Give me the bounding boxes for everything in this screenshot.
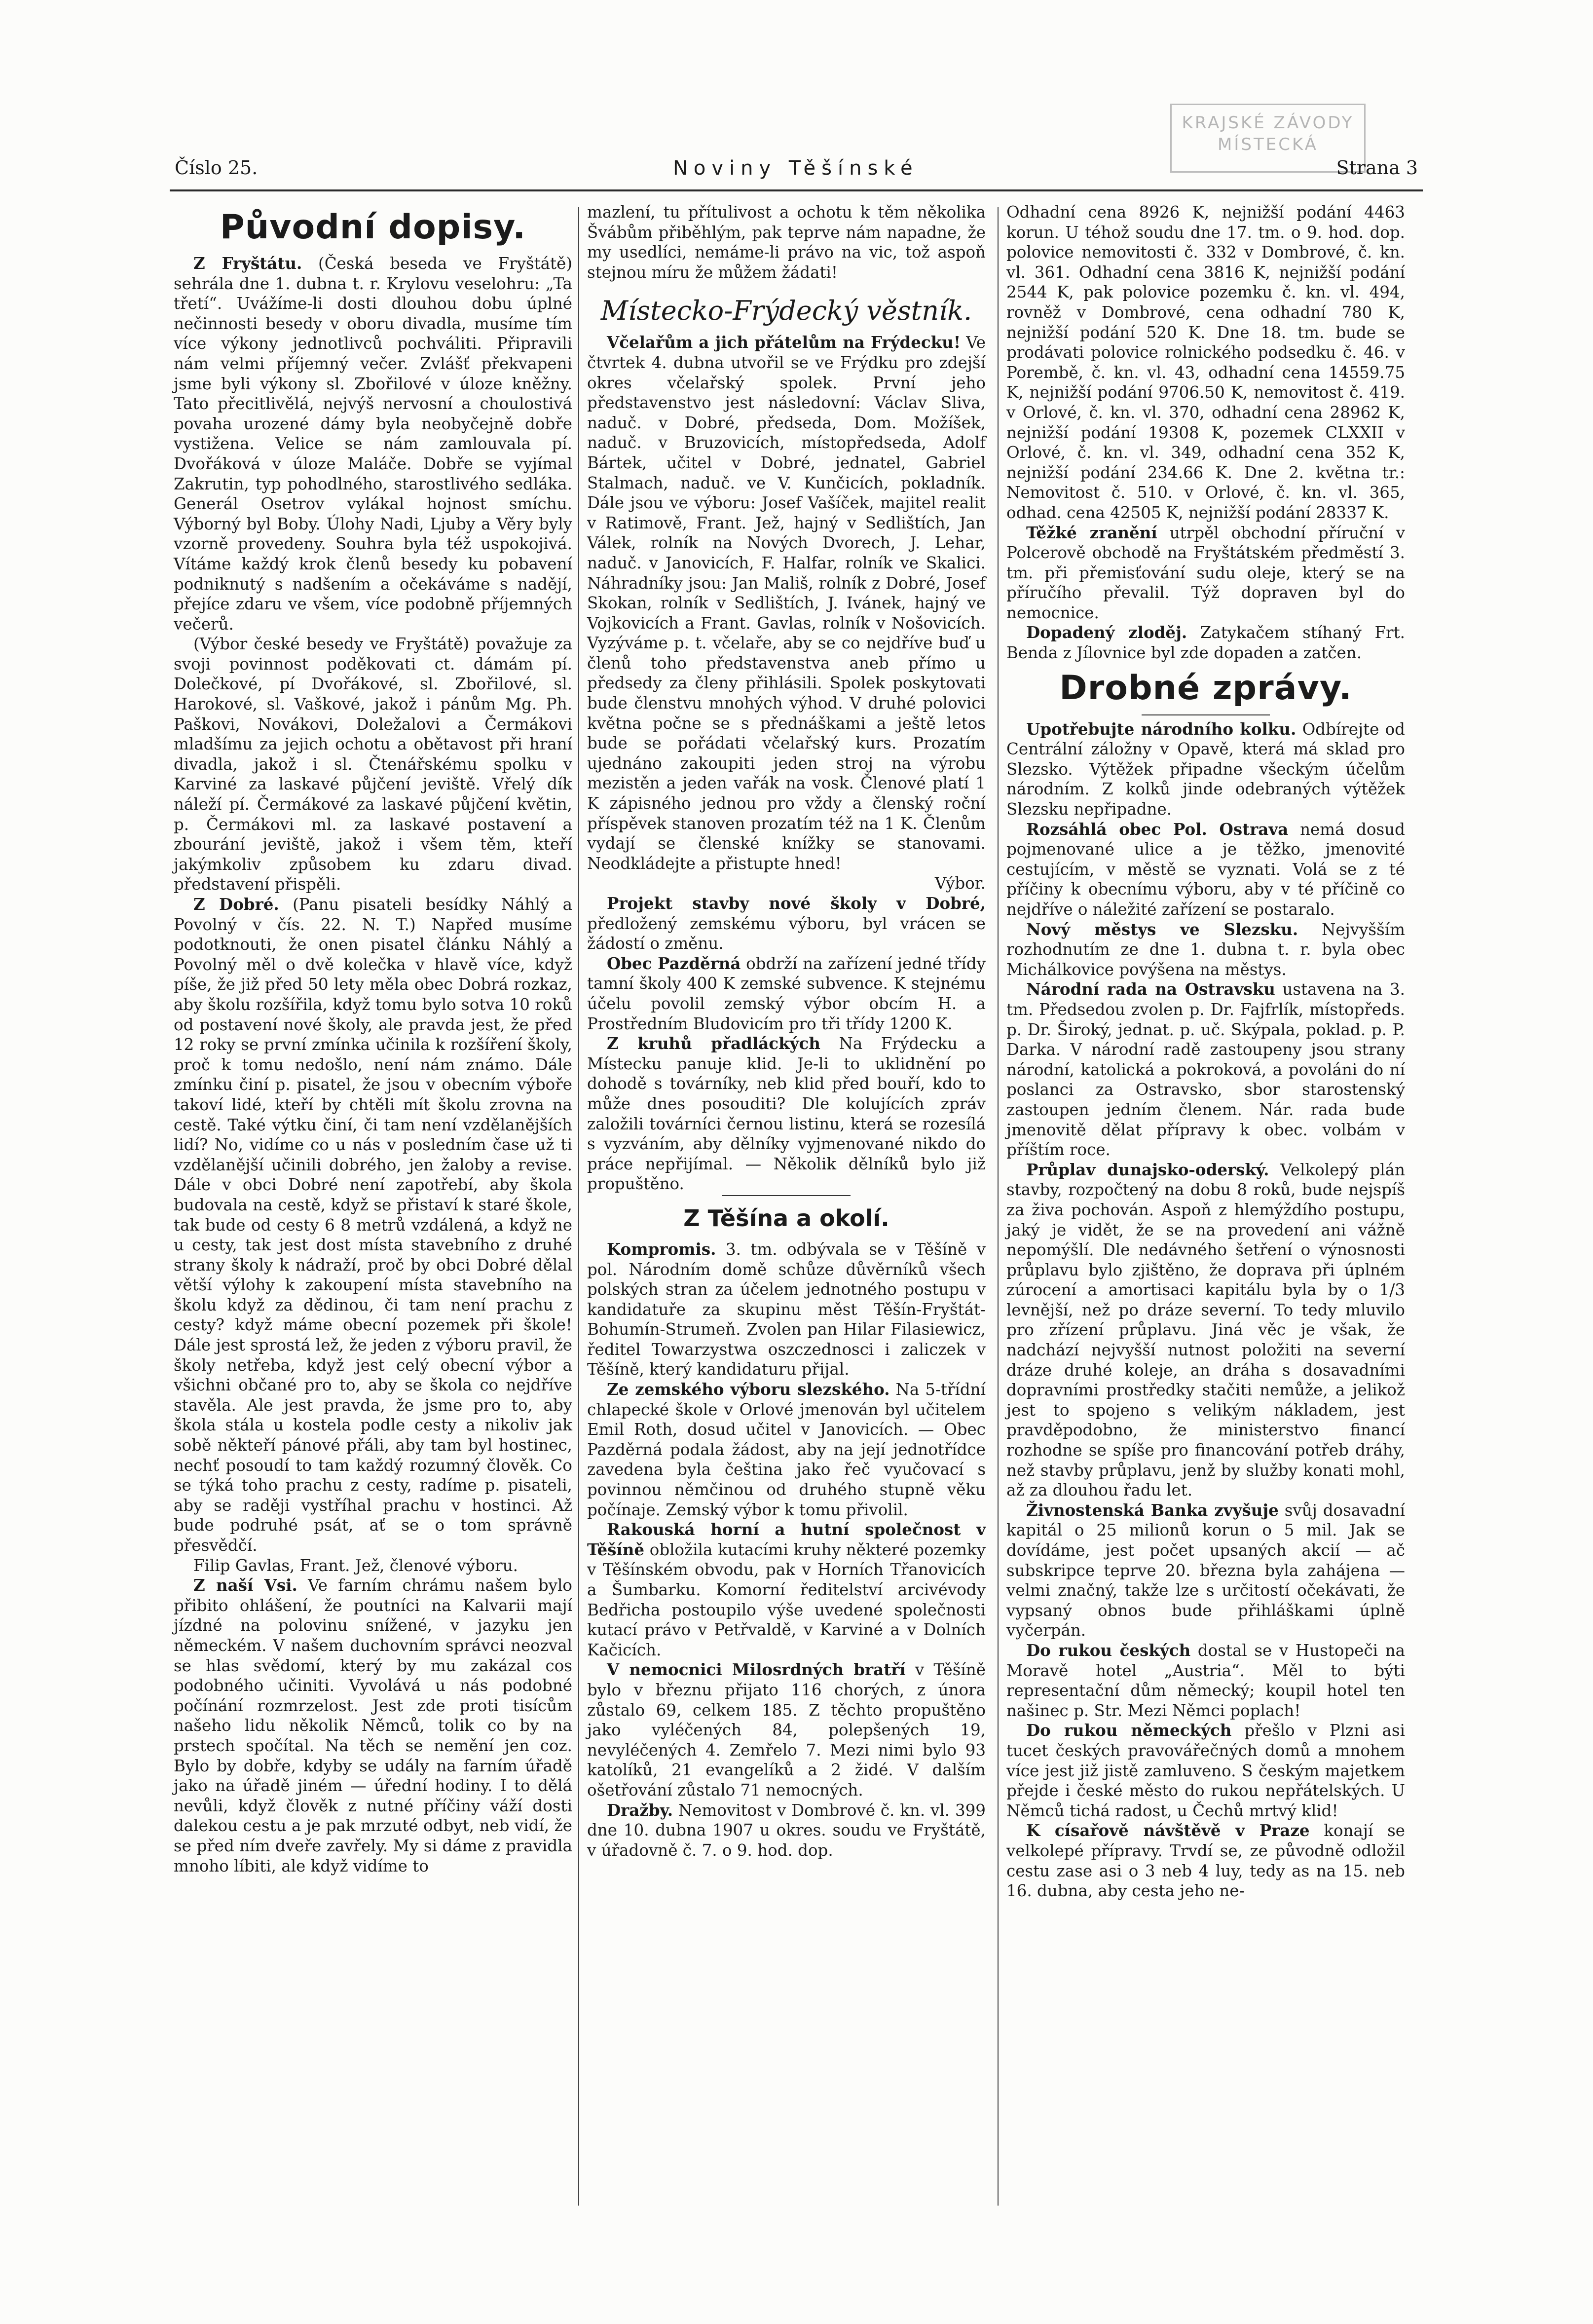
article-text: Nemovitost v Dombrové č. kn. vl. 399 dne 10. dubna 1907 u okres. soudu ve Fryštátě, v úřadovně č. 7. o 9. hod. dop. <box>587 1800 986 1860</box>
article-heading: Obec Pazděrná <box>607 953 741 973</box>
article-banka <box>1006 1500 1405 1641</box>
article-heading: Kompromis. <box>607 1239 716 1259</box>
article-heading: Rozsáhlá obec Pol. Ostrava <box>1026 819 1289 839</box>
issue-number: Číslo 25. <box>175 157 258 179</box>
article-text: (Panu pisateli besídky Náhlý a Povolný v čís. 22. N. T.) Napřed musíme podotknouti, že onen pisatel článku Náhlý a Povolný měl o dvě kolečka v hlavě více, když píše, že již před 50 lety měla obec Dobrá rozkaz, aby školu rozšířila, když tomu bylo sotva 10 roků od postavení nové školy, ale pravda jest, že před 12 roky se první zmínka učinila k rozšíření školy, proč k tomu nedošlo, není nám známo. Dále zmínku činí p. pisatel, že jsou v obecním výboře takoví lidé, kteří by chtěli mít školu zrovna na cestě. Také výtku činí, či tam není vzdělanějších lidí? No, vidíme co u nás v posledním čase už ti vzdělanější učinili dobrého, jen žaloby a revise. Dále v obci Dobré není zapotřebí, aby škola budovala na cestě, když se přistaví k staré škole, tak bude od cesty 6 8 metrů vzdálená, a když ne u cesty, tak jest dost místa stavebního z druhé strany školy k nádraží, proč by obci Dobré dělal větší výlohy k zakoupení místa stavebního na školu když za dědinou, či tam není prachu z cesty? když máme obecní pozemek při škole! Dále jest sprostá lež, že jeden z výboru pravil, že školy netřeba, když jest celý obecní výbor a všichni občané pro to, aby se škola co nejdříve stavěla. Ale jest pravda, že jsme pro to, aby škola stála u kostela podle cesty a nikoliv jak sobě někteří pánové přáli, aby tam byl hostinec, nechť posoudí to tam každý rozumný člověk. Co se týká toho prachu z cesty, radíme p. pisateli, aby se raději vystříhal prachu v hostinci. Až bude podruhé psát, ať se o tom správně přesvědčí. <box>174 895 572 1555</box>
article-rakouska <box>587 1520 986 1660</box>
column-3 <box>1006 202 1405 1901</box>
article-drazby <box>587 1800 986 1861</box>
article-heading: Národní rada na Ostravsku <box>1026 979 1275 999</box>
article-text: utrpěl obchodní příruční v Polcerově obchodě na Fryštátském předměstí 3. tm. při přemisťování sudu oleje, který se na příručího převalil. Týž dopraven byl do nemocnice. <box>1006 523 1405 622</box>
article-heading: Z Dobré. <box>193 895 279 914</box>
column-2 <box>587 202 986 1860</box>
section-title: Drobné zprávy. <box>1059 668 1352 708</box>
article-text: (Výbor české besedy ve Fryštátě) považuje za svoji povinnost poděkovati ct. dámám pí. Dolečkové, pí Dvořákové, sl. Zbořilové, sl. Harokové, sl. Vaškové, jakož i pánům Mg. Ph. Paškovi, Novákovi, Doležalovi a Čermákovi mladšímu za jejich ochotu a obětavost při hraní divadla, jakož i sl. Čtenářskému spolku v Karviné za laskavé půjčení jeviště. Vřelý dík náleží pí. Čermákové za laskavé půjčení květin, p. Čermákovi ml. za laskavé postavení a zbourání jeviště, jakož i všem těm, kteří jakýmkoliv způsobem ku zdaru divad. představení přispěli. <box>174 635 572 894</box>
article-pazderna <box>587 954 986 1034</box>
article-vcelari <box>587 333 986 873</box>
article-heading: Z naší Vsi. <box>193 1575 297 1595</box>
article-text: (Česká beseda ve Fryštátě) sehrála dne 1. dubna t. r. Krylovu veselohru: „Ta třetí“. Uvážíme-li dosti dlouhou dobu úplné nečinnosti besedy v oboru divadla, musíme tím více výkony jednotlivců pochváliti. Připravili nám velmi příjemný večer. Zvlášť překvapeni jsme byli výkony sl. Zbořilové v úloze kněžny. Tato přecitlivělá, nejvýš nervosní a choulostivá povaha urozené dámy byla neobyčejně dobře vystižena. Velice se nám zamlouvala pí. Dvořáková v úloze Maláče. Dobře se vyjímal Zakrutin, typ pohodlného, starostlivého sedláka. Generál Osetrov vylákal hojnost smíchu. Výborný byl Boby. Úlohy Nadi, Ljuby a Věry byly vzorně provedeny. Souhra byla též uspokojivá. Vítáme každý krok členů besedy ku pobavení podniknutý s nadšením a očekáváme s nadějí, přejíce zdaru ve všem, více podobně příjemných večerů. <box>174 254 572 634</box>
article-heading: Z kruhů přadláckých <box>607 1034 820 1053</box>
article-text: Zatykačem stíhaný Frt. Benda z Jílovnice byl zde dopaden a zatčen. <box>1006 623 1405 663</box>
article-heading: K císařově návštěvě v Praze <box>1026 1821 1310 1840</box>
article-ostrava <box>1006 820 1405 920</box>
article-text: Ve farním chrámu našem bylo přibito ohlášení, že poutníci na Kalvarii mají jízdné na polovinu snížené, v jazyku jen německém. V našem duchovním správci neozval se hlas svědomí, který by mu zakázal cos podobného učiniti. Vyvolává u nás podobné počínání rozmrzelost. Jest zde proti tisícům našeho lidu několik Němců, tolik co by na prstech spočítal. Na těch se nemění jen coz. Bylo by dobře, kdyby se udály na farním úřadě jako na úřadě jiném — úřední hodiny. I to dělá nevůli, když člověk z nutné příčiny váží dosti dalekou cestu a je pak mrzuté odbyt, neb vidí, že se před ním dveře zavřely. My si dáme z pravidla mnoho líbiti, ale když vidíme to <box>174 1576 572 1875</box>
header-rule <box>170 189 1423 191</box>
article-heading: Projekt stavby nové školy v Dobré, <box>607 894 986 913</box>
section-divider <box>1142 714 1270 715</box>
article-kompromis <box>587 1239 986 1380</box>
article-text: 3. tm. odbývala se v Těšíně v pol. Národním domě schůze důvěrníků všech polských stran za účelem jednotného postupu v kandidatuře za skupinu měst Těšín-Fryštát-Bohumín-Strumeň. Zvolen pan Hilar Filasiewicz, ředitel Towarzystwa oszczednosci i zaliczek v Těšíně, který kandidaturu přijal. <box>587 1239 986 1379</box>
article-heading: Rakouská horní a hutní společnost v Těšíně <box>587 1520 986 1559</box>
page-number: Strana 3 <box>1336 157 1418 179</box>
stamp-line-1: KRAJSKÉ ZÁVODY <box>1182 113 1354 133</box>
article-heading: Živnostenská Banka zvyšuje <box>1026 1500 1279 1520</box>
article-text: předložený zemskému výboru, byl vrácen se žádostí o změnu. <box>587 914 986 953</box>
article-text: ustavena na 3. tm. Předsedou zvolen p. Dr. Fajfrlík, místopředs. p. Dr. Široký, jednat. p. uč. Skýpala, poklad. p. P. Darka. V národní radě zastoupeny jsou strany národní, katolická a pokroková, a povoláni do ní poslanci za Ostravsko, sbor starostenský zastoupen jedním členem. Nár. rada bude jmenovitě dělat přípravy k obec. volbám v příštím roce. <box>1006 980 1405 1160</box>
article-continuation: Odhadní cena 8926 K, nejnižší podání 4463 korun. U téhož soudu dne 17. tm. o 9. hod. dop. polovice nemovitosti č. 332 v Dombrové, č. kn. vl. 361. Odhadní cena 3816 K, nejnižší podání 2544 K, pak polovice pozemku č. kn. vl. 494, rovněž v Dombrové, cena odhadní 780 K, nejnižší podání 520 K. Dne 18. tm. bude se prodávati polovice rolnického podsedku č. 46. v Porembě, č. kn. vl. 43, odhadní cena 14559.75 K, nejnižší podání 9706.50 K, nemovitost č. 419. v Orlové, č. kn. vl. 370, odhadní cena 28962 K, nejnižší podání 19308 K, pozemek CLXXII v Orlové, č. kn. vl. 349, odhadní cena 352 K, nejnižší podání 234.66 K. Dne 2. května tr.: Nemovitost č. 510. v Orlové, č. kn. vl. 365, odhad. cena 42505 K, nejnižší podání 28337 K. <box>1006 203 1405 522</box>
article-nemocnice <box>587 1660 986 1800</box>
article-cisar <box>1006 1821 1405 1901</box>
newspaper-title: Noviny Těšínské <box>673 157 919 180</box>
article-zemsky <box>587 1380 986 1520</box>
column-divider <box>578 207 579 2206</box>
article-signature: Výbor. <box>934 874 986 893</box>
article-text: konají se velkolepé přípravy. Trvdí se, ze původně odložil cestu zase asi o 3 neb 4 luy, tedy as na 15. neb 16. dubna, aby cesta jeho ne- <box>1006 1821 1405 1901</box>
article-rada <box>1006 979 1405 1160</box>
article-text: Nejvyšším rozhodnutím ze dne 1. dubna t. r. byla obec Michálkovice povýšena na městys. <box>1006 920 1405 979</box>
article-continuation: mazlení, tu přítulivost a ochotu k těm několika Švábům přiběhlým, pak teprve nám napadne, že my usedlíci, nemáme-li právo na vic, tož aspoň stejnou míru že můžem žádati! <box>587 203 986 282</box>
section-title: Místecko-Frýdecký věstník. <box>600 295 972 327</box>
article-zraneni <box>1006 523 1405 623</box>
article-heading: Do rukou německých <box>1026 1721 1232 1740</box>
section-title: Z Těšína a okolí. <box>683 1204 889 1232</box>
article-heading: Z Fryštátu. <box>193 254 302 273</box>
page-header <box>175 157 1418 187</box>
article-zlodej <box>1006 623 1405 663</box>
article-pruplav <box>1006 1160 1405 1500</box>
article-heading: Upotřebujte národního kolku. <box>1026 719 1297 739</box>
article-heading: Do rukou českých <box>1026 1640 1191 1660</box>
article-heading: V nemocnici Milosrdných bratří <box>607 1660 906 1680</box>
article-heading: Dražby. <box>607 1800 673 1820</box>
article-text: dostal se v Hustopeči na Moravě hotel „Austria“. Měl to býti representační dům německý; koupil hotel ten našinec p. Str. Mezi Němci poplach! <box>1006 1641 1405 1720</box>
article-heading: Ze zemského výboru slezského. <box>607 1380 890 1399</box>
article-text: nemá dosud pojmenované ulice a je těžko, jmenovité cestujícím, v městě se vyznati. Volá se z té příčiny k obecnímu výboru, aby v té příčině co nejdříve o náležité zařízení se postaralo. <box>1006 820 1405 919</box>
article-text: svůj dosavadní kapitál o 25 milionů korun o 5 mil. Jak se dovídáme, jest počet upsaných akcií — ač subskripce teprve 20. března byla zahájena — velmi značný, takže lze s určitostí očekávati, že vypsaný obnos bude přihláškami úplně vyčerpán. <box>1006 1500 1405 1640</box>
article-text: přešlo v Plzni asi tucet českých pravovářečných domů a mnohem více jest již jistě zamluveno. S českým majetkem přejde i české město do rukou nepřátelských. U Němců tichá radost, u Čechů mrtvý klid! <box>1006 1721 1405 1820</box>
column-divider <box>998 207 999 2206</box>
article-nemeckych <box>1006 1721 1405 1821</box>
column-1 <box>174 202 572 1876</box>
article-text: Na Frýdecku a Místecku panuje klid. Je-li to uklidnění po dohodě s továrníky, neb klid před bouří, kdo to může dnes posouditi? Dle kolujících zpráv založili továrníci černou listinu, která se rozesílá s vyzváním, aby dělníky vyjmenované nikdo do práce nepřijímal. — Několik dělníků bylo již propuštěno. <box>587 1034 986 1194</box>
article-text: obložila kutacími kruhy některé pozemky v Těšínském obvodu, pak v Horních Třanovicích a Šumbarku. Komorní ředitelství arcivévody Bedřicha postoupilo výše uvedené společnosti kutací právo v Petřvaldě, v Karviné a v Dolních Kačicích. <box>587 1540 986 1659</box>
stamp-line-2: MÍSTECKÁ <box>1218 135 1318 154</box>
section-divider <box>722 1195 851 1196</box>
article-text: Ve čtvrtek 4. dubna utvořil se ve Frýdku pro zdejší okres včelařský spolek. První jeho představenstvo jest následovní: Václav Sliva, naduč. v Dobré, předseda, Dom. Možíšek, naduč. v Bruzovicích, místopředseda, Adolf Bártek, učitel v Dobré, jednatel, Gabriel Stalmach, naduč. ve V. Kunčicích, pokladník. Dále jsou ve výboru: Josef Vašíček, majitel realit v Ratimově, Frant. Jež, hajný v Sedlištích, Jan Válek, rolník na Nových Dvorech, J. Lehar, naduč. v Janovicích, F. Halfar, rolník ve Skalici. Náhradníky jsou: Jan Mališ, rolník z Dobré, Josef Skokan, rolník v Sedlištích, J. Ivánek, hajný ve Vojkovicích a Frant. Gavlas, rolník v Nošovicích. Vyzýváme p. t. včelaře, aby se co nejdříve buď u členů toho představenstva aneb přímo u předsedy za členy přihlásili. Spolek poskytovati bude členstvu mnohých výhod. V druhé polovici května počne se s přednáškami a ještě letos bude se pořádati včelařský kurs. Prozatím ujednáno zakoupiti jeden stroj na výrobu mezistěn a jeden vařák na vosk. Členové platí 1 K zápisného jednou pro vždy a členský roční příspěvek stanoven prozatím též na 1 K. Členům vydají se členské knížky se stanovami. Neodkládejte a přistupte hned! <box>587 333 986 873</box>
article-ves <box>174 1575 572 1876</box>
article-heading: Průplav dunajsko-oderský. <box>1026 1160 1269 1179</box>
article-ceskych <box>1006 1641 1405 1721</box>
article-heading: Těžké zranění <box>1026 523 1157 542</box>
article-text: Na 5-třídní chlapecké škole v Orlové jmenován byl učitelem Emil Roth, dosud učitel v Janovicích. — Obec Pazděrná podala žádost, aby na její jednotřídce zavedena byla čeština jako řeč vyučovací s povinnou němčinou od druhého stupně věku počínaje. Zemský výbor k tomu přivolil. <box>587 1380 986 1519</box>
article-mestys <box>1006 920 1405 980</box>
article-text: obdrží na zařízení jedné třídy tamní školy 400 K zemské subvence. K stejnému účelu povolil zemský výbor obcím H. a Prostředním Bludovicím pro tři třídy 1200 K. <box>587 954 986 1033</box>
article-heading: Nový městys ve Slezsku. <box>1026 919 1298 939</box>
article-kolek <box>1006 719 1405 820</box>
article-heading: Dopadený zloděj. <box>1026 623 1187 642</box>
article-text: v Těšíně bylo v březnu přijato 116 chorých, z února zůstalo 69, celkem 185. Z těchto propuštěno jako vyléčených 84, polepšených 19, nevyléčených 4. Zemřelo 7. Mezi nimi bylo 93 katolíků, 21 evangelíků a 2 židé. V dalším ošetřování zůstalo 71 nemocných. <box>587 1660 986 1799</box>
article-frystat <box>174 254 572 634</box>
article-text: Odbírejte od Centrální záložny v Opavě, která má sklad pro Slezsko. Výtěžek připadne všeckým účelům národním. Z kolků jinde odebraných výtěžek Slezsku nepřipadne. <box>1006 719 1405 819</box>
article-text: Velkolepý plán stavby, rozpočtený na dobu 8 roků, bude nejspíš za živa pochován. Aspoň z hlemýždího postupu, jaký je vidět, že se na provedení ani vážně nepomýšlí. Dle nedávného šetření o výnosnosti průplavu bylo zjištěno, že doprava při úplném zúrocení a amortisaci kapitálu byla by o 1/3 levnější, než po dráze severní. To tedy mluvilo pro zřízení průplavu. Jiná věc je však, že nadchází nejvyšší nutnost položiti na severní dráze druhé koleje, an dráha s dosavadními dopravními prostředky stačiti nemůže, a jelikož jest to spojeno s velikým nákladem, jest pravděpodobno, že ministerstvo financí rozhodne se spíše pro financování potřeb dráhy, než stavby průplavu, jenž by služby konati mohl, až za dlouhou řadu let. <box>1006 1160 1405 1500</box>
article-dobre <box>174 895 572 1556</box>
article-projekt <box>587 894 986 954</box>
article-pradlaci <box>587 1034 986 1194</box>
article-signature: Filip Gavlas, Frant. Jež, členové výboru. <box>193 1556 518 1575</box>
article-heading: Včelařům a jich přátelům na Frýdecku! <box>607 333 961 352</box>
section-title: Původní dopisy. <box>220 208 526 247</box>
